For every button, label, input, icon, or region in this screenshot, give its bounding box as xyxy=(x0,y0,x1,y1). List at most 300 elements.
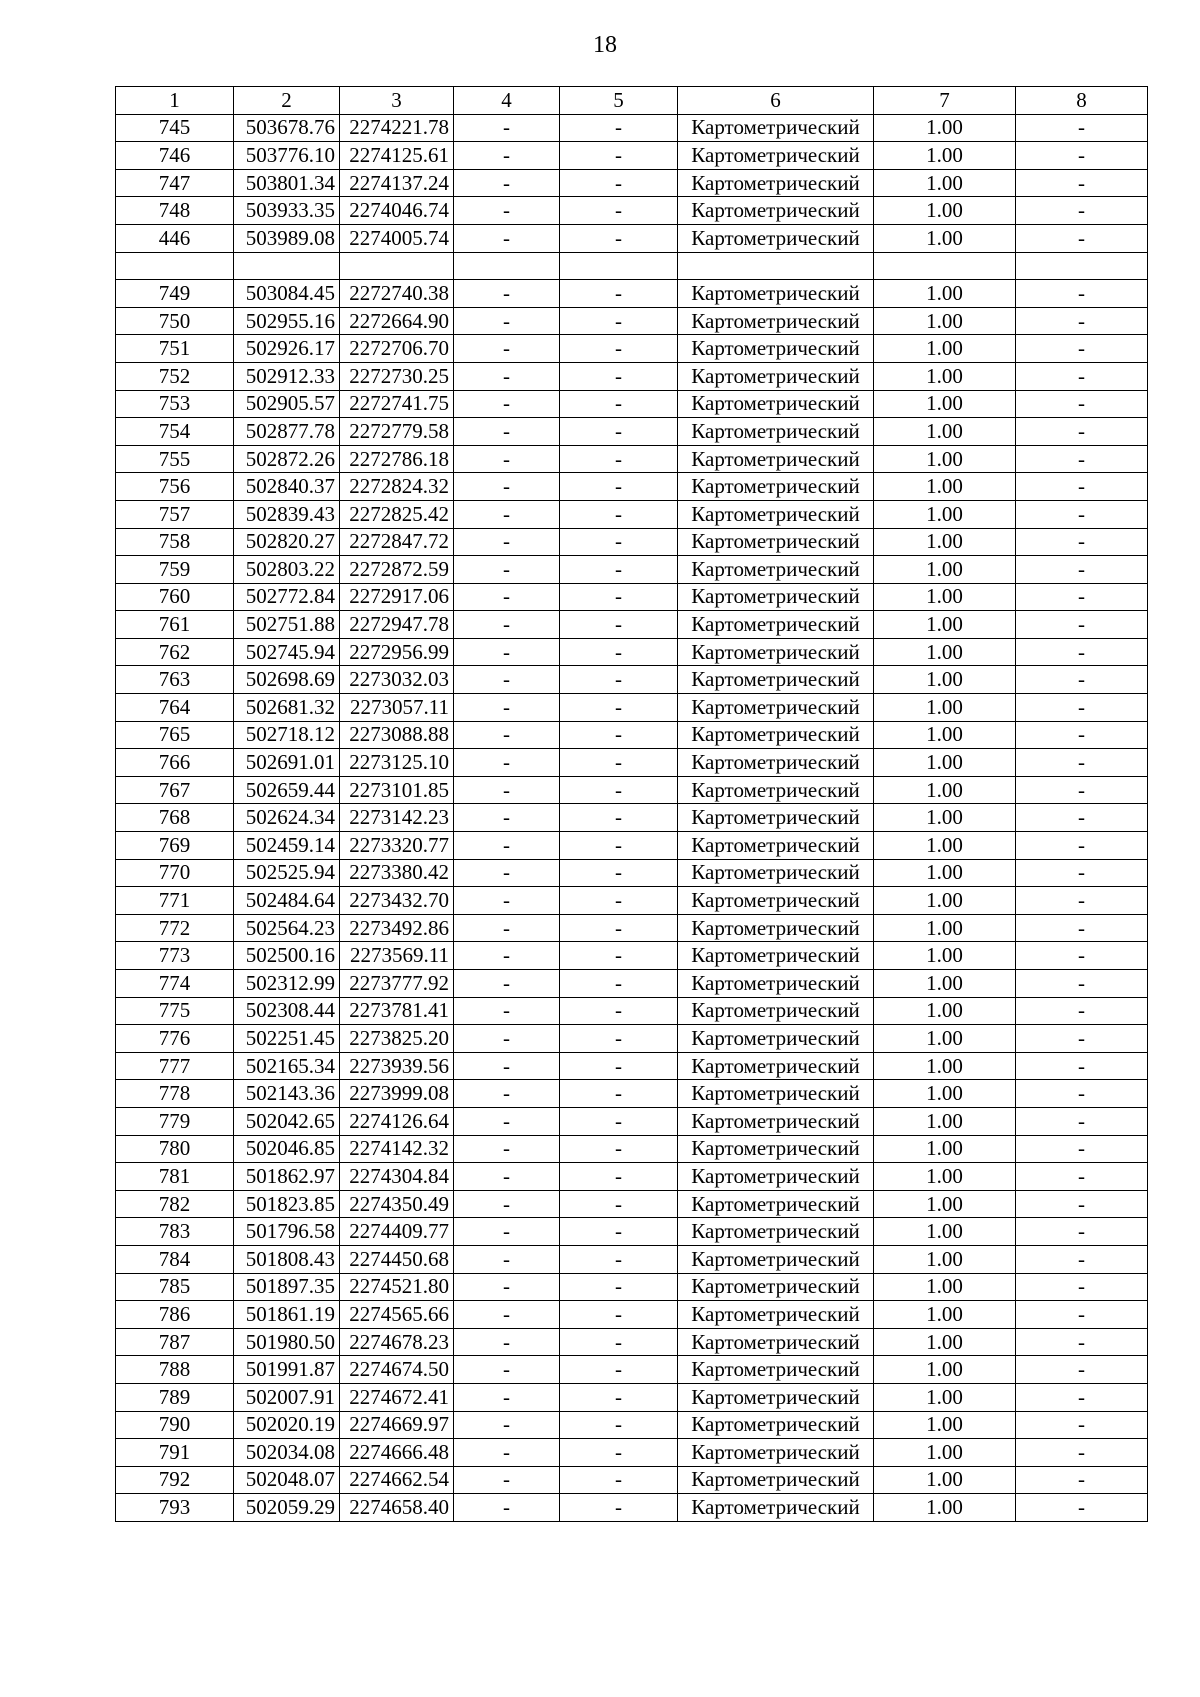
accuracy-cell: 1.00 xyxy=(874,887,1016,915)
point-number-cell: 775 xyxy=(116,997,234,1025)
table-row xyxy=(116,1135,1148,1163)
x-coordinate-cell: 502624.34 xyxy=(234,804,340,832)
col-5-cell: - xyxy=(560,390,678,418)
col-4-cell: - xyxy=(454,1383,560,1411)
method-cell: Картометрический xyxy=(678,832,874,860)
accuracy-cell: 1.00 xyxy=(874,1190,1016,1218)
y-coordinate-cell: 2274672.41 xyxy=(340,1383,454,1411)
col-5-cell: - xyxy=(560,500,678,528)
table-row xyxy=(116,1273,1148,1301)
col-8-cell xyxy=(1016,252,1148,280)
col-8-cell: - xyxy=(1016,1190,1148,1218)
col-5-cell: - xyxy=(560,1411,678,1439)
method-cell: Картометрический xyxy=(678,445,874,473)
accuracy-cell: 1.00 xyxy=(874,1273,1016,1301)
point-number-cell: 766 xyxy=(116,749,234,777)
column-header-2: 2 xyxy=(234,87,340,115)
table-row xyxy=(116,418,1148,446)
x-coordinate-cell: 502872.26 xyxy=(234,445,340,473)
method-cell: Картометрический xyxy=(678,1356,874,1384)
col-5-cell: - xyxy=(560,1080,678,1108)
method-cell: Картометрический xyxy=(678,1163,874,1191)
accuracy-cell: 1.00 xyxy=(874,638,1016,666)
x-coordinate-cell: 502143.36 xyxy=(234,1080,340,1108)
y-coordinate-cell: 2274521.80 xyxy=(340,1273,454,1301)
method-cell: Картометрический xyxy=(678,583,874,611)
column-header-6: 6 xyxy=(678,87,874,115)
table-row xyxy=(116,776,1148,804)
accuracy-cell: 1.00 xyxy=(874,749,1016,777)
x-coordinate-cell: 501897.35 xyxy=(234,1273,340,1301)
point-number-cell: 793 xyxy=(116,1494,234,1522)
col-4-cell: - xyxy=(454,528,560,556)
col-5-cell: - xyxy=(560,776,678,804)
col-5-cell: - xyxy=(560,887,678,915)
col-8-cell: - xyxy=(1016,362,1148,390)
col-8-cell: - xyxy=(1016,1135,1148,1163)
point-number-cell: 765 xyxy=(116,721,234,749)
point-number-cell: 753 xyxy=(116,390,234,418)
col-5-cell: - xyxy=(560,942,678,970)
y-coordinate-cell: 2272741.75 xyxy=(340,390,454,418)
x-coordinate-cell: 502840.37 xyxy=(234,473,340,501)
y-coordinate-cell: 2274304.84 xyxy=(340,1163,454,1191)
table-row xyxy=(116,280,1148,308)
col-4-cell: - xyxy=(454,197,560,225)
x-coordinate-cell: 502484.64 xyxy=(234,887,340,915)
method-cell: Картометрический xyxy=(678,1245,874,1273)
table-row xyxy=(116,335,1148,363)
point-number-cell: 787 xyxy=(116,1328,234,1356)
col-4-cell: - xyxy=(454,280,560,308)
accuracy-cell: 1.00 xyxy=(874,1439,1016,1467)
table-row xyxy=(116,694,1148,722)
table-row xyxy=(116,169,1148,197)
table-row xyxy=(116,638,1148,666)
point-number-cell: 777 xyxy=(116,1052,234,1080)
col-8-cell: - xyxy=(1016,638,1148,666)
point-number-cell: 767 xyxy=(116,776,234,804)
x-coordinate-cell: 502034.08 xyxy=(234,1439,340,1467)
accuracy-cell: 1.00 xyxy=(874,335,1016,363)
x-coordinate-cell: 502803.22 xyxy=(234,556,340,584)
point-number-cell: 757 xyxy=(116,500,234,528)
method-cell: Картометрический xyxy=(678,970,874,998)
accuracy-cell: 1.00 xyxy=(874,970,1016,998)
col-4-cell: - xyxy=(454,1245,560,1273)
accuracy-cell: 1.00 xyxy=(874,942,1016,970)
method-cell: Картометрический xyxy=(678,638,874,666)
col-4-cell: - xyxy=(454,1439,560,1467)
col-5-cell: - xyxy=(560,280,678,308)
col-5-cell: - xyxy=(560,804,678,832)
y-coordinate-cell: 2273999.08 xyxy=(340,1080,454,1108)
accuracy-cell: 1.00 xyxy=(874,1411,1016,1439)
method-cell: Картометрический xyxy=(678,859,874,887)
col-8-cell: - xyxy=(1016,914,1148,942)
table-row xyxy=(116,252,1148,280)
col-8-cell: - xyxy=(1016,224,1148,252)
accuracy-cell: 1.00 xyxy=(874,362,1016,390)
y-coordinate-cell: 2274662.54 xyxy=(340,1466,454,1494)
table-row xyxy=(116,1163,1148,1191)
method-cell: Картометрический xyxy=(678,169,874,197)
y-coordinate-cell: 2274565.66 xyxy=(340,1301,454,1329)
col-5-cell: - xyxy=(560,1301,678,1329)
method-cell xyxy=(678,252,874,280)
col-8-cell: - xyxy=(1016,776,1148,804)
col-4-cell: - xyxy=(454,749,560,777)
col-8-cell: - xyxy=(1016,1411,1148,1439)
accuracy-cell: 1.00 xyxy=(874,1025,1016,1053)
x-coordinate-cell: 502020.19 xyxy=(234,1411,340,1439)
col-4-cell: - xyxy=(454,500,560,528)
point-number-cell: 790 xyxy=(116,1411,234,1439)
col-4-cell: - xyxy=(454,390,560,418)
col-5-cell: - xyxy=(560,1218,678,1246)
y-coordinate-cell: 2273432.70 xyxy=(340,887,454,915)
accuracy-cell: 1.00 xyxy=(874,500,1016,528)
x-coordinate-cell: 502048.07 xyxy=(234,1466,340,1494)
col-5-cell: - xyxy=(560,362,678,390)
table-row xyxy=(116,942,1148,970)
accuracy-cell: 1.00 xyxy=(874,1107,1016,1135)
y-coordinate-cell: 2274005.74 xyxy=(340,224,454,252)
point-number-cell: 788 xyxy=(116,1356,234,1384)
point-number-cell: 780 xyxy=(116,1135,234,1163)
col-5-cell: - xyxy=(560,1025,678,1053)
col-4-cell: - xyxy=(454,142,560,170)
method-cell: Картометрический xyxy=(678,887,874,915)
x-coordinate-cell: 503084.45 xyxy=(234,280,340,308)
col-4-cell: - xyxy=(454,887,560,915)
col-8-cell: - xyxy=(1016,473,1148,501)
col-8-cell: - xyxy=(1016,169,1148,197)
x-coordinate-cell: 502308.44 xyxy=(234,997,340,1025)
method-cell: Картометрический xyxy=(678,1135,874,1163)
y-coordinate-cell: 2274409.77 xyxy=(340,1218,454,1246)
col-8-cell: - xyxy=(1016,694,1148,722)
x-coordinate-cell: 502007.91 xyxy=(234,1383,340,1411)
col-4-cell: - xyxy=(454,445,560,473)
point-number-cell: 784 xyxy=(116,1245,234,1273)
table-row xyxy=(116,1107,1148,1135)
accuracy-cell: 1.00 xyxy=(874,390,1016,418)
coordinates-table xyxy=(115,86,1148,1522)
point-number-cell: 758 xyxy=(116,528,234,556)
x-coordinate-cell: 502059.29 xyxy=(234,1494,340,1522)
y-coordinate-cell: 2272664.90 xyxy=(340,307,454,335)
col-5-cell: - xyxy=(560,749,678,777)
table-row xyxy=(116,307,1148,335)
method-cell: Картометрический xyxy=(678,1273,874,1301)
col-8-cell: - xyxy=(1016,1383,1148,1411)
accuracy-cell: 1.00 xyxy=(874,142,1016,170)
column-header-5: 5 xyxy=(560,87,678,115)
y-coordinate-cell: 2272872.59 xyxy=(340,556,454,584)
col-8-cell: - xyxy=(1016,197,1148,225)
method-cell: Картометрический xyxy=(678,1411,874,1439)
col-4-cell: - xyxy=(454,997,560,1025)
y-coordinate-cell: 2272779.58 xyxy=(340,418,454,446)
col-8-cell: - xyxy=(1016,1080,1148,1108)
col-5-cell: - xyxy=(560,1466,678,1494)
accuracy-cell: 1.00 xyxy=(874,224,1016,252)
method-cell: Картометрический xyxy=(678,224,874,252)
col-4-cell: - xyxy=(454,1301,560,1329)
accuracy-cell: 1.00 xyxy=(874,1466,1016,1494)
col-4-cell: - xyxy=(454,473,560,501)
col-4-cell: - xyxy=(454,721,560,749)
point-number-cell: 792 xyxy=(116,1466,234,1494)
y-coordinate-cell: 2273569.11 xyxy=(340,942,454,970)
col-5-cell: - xyxy=(560,556,678,584)
col-8-cell: - xyxy=(1016,887,1148,915)
point-number-cell: 773 xyxy=(116,942,234,970)
point-number-cell: 774 xyxy=(116,970,234,998)
y-coordinate-cell: 2273777.92 xyxy=(340,970,454,998)
col-5-cell: - xyxy=(560,583,678,611)
accuracy-cell: 1.00 xyxy=(874,832,1016,860)
col-8-cell: - xyxy=(1016,500,1148,528)
method-cell: Картометрический xyxy=(678,114,874,142)
method-cell: Картометрический xyxy=(678,749,874,777)
x-coordinate-cell: 501862.97 xyxy=(234,1163,340,1191)
method-cell: Картометрический xyxy=(678,1025,874,1053)
col-8-cell: - xyxy=(1016,1466,1148,1494)
method-cell: Картометрический xyxy=(678,362,874,390)
col-8-cell: - xyxy=(1016,528,1148,556)
method-cell: Картометрический xyxy=(678,473,874,501)
table-header-row xyxy=(116,87,1148,115)
col-4-cell: - xyxy=(454,224,560,252)
method-cell: Картометрический xyxy=(678,1466,874,1494)
col-8-cell: - xyxy=(1016,1494,1148,1522)
col-4-cell: - xyxy=(454,1273,560,1301)
point-number-cell: 759 xyxy=(116,556,234,584)
method-cell: Картометрический xyxy=(678,1439,874,1467)
col-8-cell: - xyxy=(1016,611,1148,639)
table-row xyxy=(116,1080,1148,1108)
y-coordinate-cell: 2274658.40 xyxy=(340,1494,454,1522)
point-number-cell: 751 xyxy=(116,335,234,363)
col-8-cell: - xyxy=(1016,1273,1148,1301)
table-row xyxy=(116,142,1148,170)
col-8-cell: - xyxy=(1016,142,1148,170)
accuracy-cell: 1.00 xyxy=(874,859,1016,887)
col-4-cell: - xyxy=(454,666,560,694)
col-8-cell: - xyxy=(1016,1107,1148,1135)
point-number-cell: 746 xyxy=(116,142,234,170)
x-coordinate-cell: 502905.57 xyxy=(234,390,340,418)
col-5-cell: - xyxy=(560,1494,678,1522)
col-8-cell: - xyxy=(1016,280,1148,308)
accuracy-cell: 1.00 xyxy=(874,1163,1016,1191)
col-5-cell: - xyxy=(560,832,678,860)
col-4-cell: - xyxy=(454,583,560,611)
y-coordinate-cell: 2272825.42 xyxy=(340,500,454,528)
col-4-cell: - xyxy=(454,1328,560,1356)
method-cell: Картометрический xyxy=(678,1383,874,1411)
point-number-cell: 763 xyxy=(116,666,234,694)
col-5-cell: - xyxy=(560,197,678,225)
column-header-4: 4 xyxy=(454,87,560,115)
col-4-cell: - xyxy=(454,694,560,722)
y-coordinate-cell: 2274350.49 xyxy=(340,1190,454,1218)
y-coordinate-cell: 2272847.72 xyxy=(340,528,454,556)
accuracy-cell: 1.00 xyxy=(874,997,1016,1025)
col-4-cell: - xyxy=(454,638,560,666)
point-number-cell: 764 xyxy=(116,694,234,722)
col-5-cell: - xyxy=(560,638,678,666)
table-row xyxy=(116,1439,1148,1467)
x-coordinate-cell: 502312.99 xyxy=(234,970,340,998)
col-4-cell: - xyxy=(454,1494,560,1522)
accuracy-cell: 1.00 xyxy=(874,1245,1016,1273)
table-row xyxy=(116,1383,1148,1411)
table-row xyxy=(116,1411,1148,1439)
point-number-cell: 791 xyxy=(116,1439,234,1467)
point-number-cell xyxy=(116,252,234,280)
point-number-cell: 748 xyxy=(116,197,234,225)
col-8-cell: - xyxy=(1016,997,1148,1025)
col-4-cell: - xyxy=(454,804,560,832)
col-5-cell: - xyxy=(560,694,678,722)
point-number-cell: 782 xyxy=(116,1190,234,1218)
col-8-cell: - xyxy=(1016,390,1148,418)
point-number-cell: 754 xyxy=(116,418,234,446)
y-coordinate-cell: 2273032.03 xyxy=(340,666,454,694)
y-coordinate-cell: 2274669.97 xyxy=(340,1411,454,1439)
col-8-cell: - xyxy=(1016,556,1148,584)
table-row xyxy=(116,1190,1148,1218)
accuracy-cell: 1.00 xyxy=(874,169,1016,197)
table-row xyxy=(116,500,1148,528)
col-4-cell: - xyxy=(454,1025,560,1053)
col-8-cell: - xyxy=(1016,721,1148,749)
col-8-cell: - xyxy=(1016,832,1148,860)
method-cell: Картометрический xyxy=(678,307,874,335)
y-coordinate-cell: 2272730.25 xyxy=(340,362,454,390)
table-row xyxy=(116,721,1148,749)
col-5-cell: - xyxy=(560,445,678,473)
y-coordinate-cell: 2273088.88 xyxy=(340,721,454,749)
table-row xyxy=(116,804,1148,832)
table-row xyxy=(116,859,1148,887)
col-8-cell: - xyxy=(1016,583,1148,611)
col-4-cell: - xyxy=(454,611,560,639)
table-row xyxy=(116,362,1148,390)
x-coordinate-cell: 502698.69 xyxy=(234,666,340,694)
table-row xyxy=(116,1025,1148,1053)
point-number-cell: 786 xyxy=(116,1301,234,1329)
method-cell: Картометрический xyxy=(678,1328,874,1356)
y-coordinate-cell: 2274126.64 xyxy=(340,1107,454,1135)
x-coordinate-cell: 501796.58 xyxy=(234,1218,340,1246)
y-coordinate-cell: 2274221.78 xyxy=(340,114,454,142)
col-4-cell: - xyxy=(454,1190,560,1218)
point-number-cell: 747 xyxy=(116,169,234,197)
method-cell: Картометрический xyxy=(678,1301,874,1329)
x-coordinate-cell: 501991.87 xyxy=(234,1356,340,1384)
table-row xyxy=(116,666,1148,694)
col-5-cell: - xyxy=(560,1135,678,1163)
col-8-cell: - xyxy=(1016,1301,1148,1329)
y-coordinate-cell: 2274137.24 xyxy=(340,169,454,197)
x-coordinate-cell: 502042.65 xyxy=(234,1107,340,1135)
point-number-cell: 768 xyxy=(116,804,234,832)
table-row xyxy=(116,1245,1148,1273)
accuracy-cell: 1.00 xyxy=(874,418,1016,446)
accuracy-cell xyxy=(874,252,1016,280)
x-coordinate-cell: 502718.12 xyxy=(234,721,340,749)
x-coordinate-cell: 502877.78 xyxy=(234,418,340,446)
table-body xyxy=(116,87,1148,1522)
method-cell: Картометрический xyxy=(678,556,874,584)
accuracy-cell: 1.00 xyxy=(874,1301,1016,1329)
table-row xyxy=(116,473,1148,501)
col-5-cell: - xyxy=(560,335,678,363)
col-4-cell xyxy=(454,252,560,280)
col-8-cell: - xyxy=(1016,749,1148,777)
col-4-cell: - xyxy=(454,1411,560,1439)
y-coordinate-cell: 2272706.70 xyxy=(340,335,454,363)
x-coordinate-cell: 501808.43 xyxy=(234,1245,340,1273)
col-5-cell: - xyxy=(560,997,678,1025)
x-coordinate-cell: 501980.50 xyxy=(234,1328,340,1356)
col-5-cell: - xyxy=(560,224,678,252)
col-5-cell: - xyxy=(560,1052,678,1080)
point-number-cell: 779 xyxy=(116,1107,234,1135)
col-4-cell: - xyxy=(454,776,560,804)
col-4-cell: - xyxy=(454,335,560,363)
accuracy-cell: 1.00 xyxy=(874,473,1016,501)
x-coordinate-cell: 503933.35 xyxy=(234,197,340,225)
table-row xyxy=(116,611,1148,639)
col-5-cell: - xyxy=(560,721,678,749)
column-header-7: 7 xyxy=(874,87,1016,115)
y-coordinate-cell: 2273380.42 xyxy=(340,859,454,887)
x-coordinate-cell: 502251.45 xyxy=(234,1025,340,1053)
y-coordinate-cell: 2274125.61 xyxy=(340,142,454,170)
table-row xyxy=(116,970,1148,998)
col-5-cell: - xyxy=(560,528,678,556)
x-coordinate-cell: 502772.84 xyxy=(234,583,340,611)
col-8-cell: - xyxy=(1016,307,1148,335)
method-cell: Картометрический xyxy=(678,997,874,1025)
col-4-cell: - xyxy=(454,942,560,970)
col-4-cell: - xyxy=(454,832,560,860)
accuracy-cell: 1.00 xyxy=(874,694,1016,722)
method-cell: Картометрический xyxy=(678,721,874,749)
accuracy-cell: 1.00 xyxy=(874,556,1016,584)
y-coordinate-cell: 2273125.10 xyxy=(340,749,454,777)
col-5-cell: - xyxy=(560,307,678,335)
method-cell: Картометрический xyxy=(678,528,874,556)
method-cell: Картометрический xyxy=(678,1190,874,1218)
col-8-cell: - xyxy=(1016,445,1148,473)
y-coordinate-cell: 2274450.68 xyxy=(340,1245,454,1273)
col-5-cell: - xyxy=(560,1439,678,1467)
method-cell: Картометрический xyxy=(678,335,874,363)
x-coordinate-cell: 502751.88 xyxy=(234,611,340,639)
table-row xyxy=(116,197,1148,225)
col-5-cell xyxy=(560,252,678,280)
accuracy-cell: 1.00 xyxy=(874,1218,1016,1246)
col-8-cell: - xyxy=(1016,804,1148,832)
point-number-cell: 761 xyxy=(116,611,234,639)
y-coordinate-cell: 2272956.99 xyxy=(340,638,454,666)
